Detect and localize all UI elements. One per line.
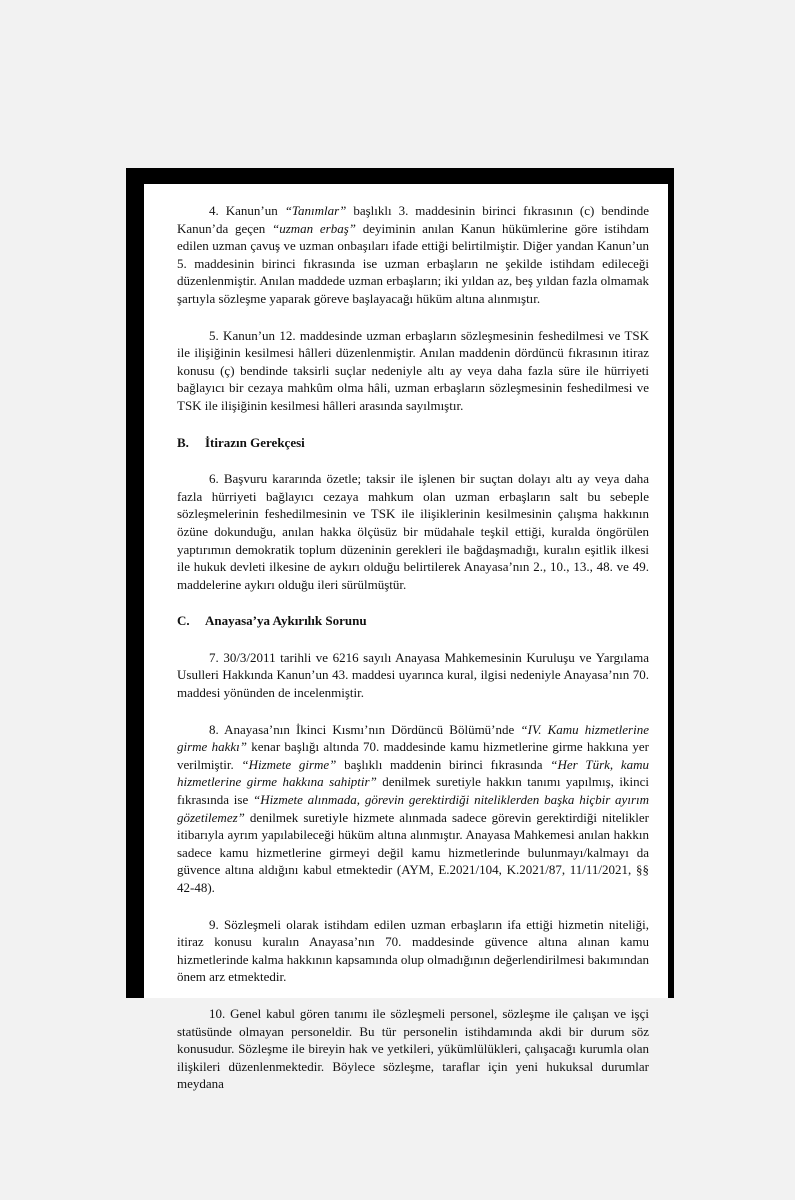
text-run: deyiminin anılan Kanun hükümlerine göre istihdam edilen uzman çavuş ve uzman onbaşıları ifade ettiği belirtilmiştir. Diğer yandan Kanun’un 5. maddesinin birinci fıkrasında ise uzman erbaşların ne şekilde istihdam edileceği düzenlenmiştir. Anılan maddede uzman erbaşların; iki yıldan az, beş yıldan fazla olmamak şartıyla sözleşme yaparak göreve başlayacağı hüküm altına alınmıştır. — [177, 220, 649, 306]
italic-quote: “Her Türk, kamu hizmetlerine girme hakkına sahiptir” — [177, 756, 649, 790]
text-run: 8. Anayasa’nın İkinci Kısmı’nın Dördüncü Bölümü’nde — [209, 721, 521, 737]
text-run: 9. Sözleşmeli olarak istihdam edilen uzman erbaşların ifa ettiği hizmetin niteliği, itiraz konusu kuralın Anayasa’nın 70. maddesinde güvence altına alınan kamu hizmetlerinde kalma hakkının kapsamında olup olmadığının değerlendirilmesi bakımından önem arz etmektedir. — [177, 916, 649, 985]
paragraph-p8 — [177, 721, 649, 897]
text-run: başlıklı 3. maddesinin birinci fıkrasının (c) bendinde Kanun’da geçen — [177, 203, 649, 236]
section-heading-b — [177, 434, 649, 452]
text-run: 7. 30/3/2011 tarihli ve 6216 sayılı Anayasa Mahkemesinin Kuruluşu ve Yargılama Usulleri Hakkında Kanun’un 43. maddesi uyarınca kural, ilgisi nedeniyle Anayasa’nın 70. maddesi yönünden de incelenmiştir. — [177, 649, 649, 701]
paragraph-p4 — [177, 202, 649, 308]
italic-quote: “Hizmete girme” — [241, 756, 337, 772]
section-title: İtirazın Gerekçesi — [205, 434, 305, 450]
italic-quote: “Hizmete alınmada, görevin gerektirdiği niteliklerden başka hiçbir ayırım gözetilemez” — [177, 792, 650, 825]
text-run: denilmek suretiyle hizmete alınmada sadece görevin gerektirdiği nitelikler itibarıyla ayrım yapılabileceği hüküm altına alınmıştır. Anayasa Mahkemesi anılan hakkın sadece kamu hizmetlerine girmeyi değil kamu hizmetlerinde bulunmayı/kalmayı da güvence altına aldığını kabul etmektedir (AYM, E.2021/104, K.2021/87, 11/11/2021, §§ 42-48). — [177, 809, 649, 895]
text-run: denilmek suretiyle hakkın tanımı yapılmış, ikinci fıkrasında ise — [177, 774, 649, 808]
document-body — [177, 202, 649, 1112]
paragraph-p7 — [177, 649, 649, 702]
section-heading-c — [177, 612, 649, 630]
text-run: 4. Kanun’un — [209, 203, 285, 218]
italic-quote: “uzman erbaş” — [272, 220, 357, 236]
document-page — [144, 184, 668, 1092]
text-run: 10. Genel kabul gören tanımı ile sözleşmeli personel, sözleşme ile çalışan ve işçi statüsünde olmayan personeldir. Bu tür personelin istihdamında akdi bir durum söz konusudur. Sözleşme ile bireyin hak ve yetkileri, yükümlülükleri, çalışacağı kurumla olan ilişkileri düzenlenmektedir. Böylece sözleşme, taraflar için yeni hukuksal durumlar meydana — [177, 1005, 649, 1092]
text-run: kenar başlığı altında 70. maddesinde kamu hizmetlerine girme hakkına yer verilmiştir. — [177, 739, 649, 772]
text-run: başlıklı maddenin birinci fıkrasında — [336, 756, 551, 772]
section-title: Anayasa’ya Aykırılık Sorunu — [205, 613, 367, 629]
italic-quote: “Tanımlar” — [284, 203, 347, 218]
paragraph-p10 — [177, 1005, 649, 1093]
text-run: 5. Kanun’un 12. maddesinde uzman erbaşların sözleşmesinin feshedilmesi ve TSK ile ilişiğinin kesilmesi hâlleri düzenlenmiştir. Anılan maddenin dördüncü fıkrasının itiraz konusu (ç) bendinde taksirli suçlar nedeniyle altı ay veya daha fazla süre ile hürriyeti bağlayıcı bir cezaya mahkûm olma hâli, uzman erbaşların sözleşmesinin feshedilmesi ve TSK ile ilişiğinin kesilmesi hâlleri arasında sayılmıştır. — [177, 327, 649, 413]
paragraph-p6 — [177, 470, 649, 593]
italic-quote: “IV. Kamu hizmetlerine girme hakkı” — [177, 721, 649, 755]
paragraph-p9 — [177, 916, 649, 986]
text-run: 6. Başvuru kararında özetle; taksir ile işlenen bir suçtan dolayı altı ay veya daha fazla hürriyeti bağlayıcı cezaya mahkum olan uzman erbaşların salt bu sebeple sözleşmelerinin feshedilmesinin ve TSK ile ilişiklerinin kesilmesinin çalışma hakkının özüne dokunduğu, anılan hakka ölçüsüz bir müdahale teşkil ettiği, kuralda öngörülen yaptırımın demokratik toplum düzeninin gerekleri ile bağdaşmadığı, kuralın eşitlik ilkesi ile hukuk devleti ilkesine de aykırı olduğu belirtilerek Anayasa’nın 2., 10., 13., 48. ve 49. maddelerine aykırı olduğu ileri sürülmüştür. — [177, 471, 649, 592]
paragraph-group-c — [177, 649, 649, 1093]
paragraph-p5 — [177, 327, 649, 415]
paragraph-group-a — [177, 202, 649, 415]
section-letter: B. — [177, 434, 189, 450]
section-letter: C. — [177, 613, 190, 629]
paragraph-group-b — [177, 470, 649, 593]
